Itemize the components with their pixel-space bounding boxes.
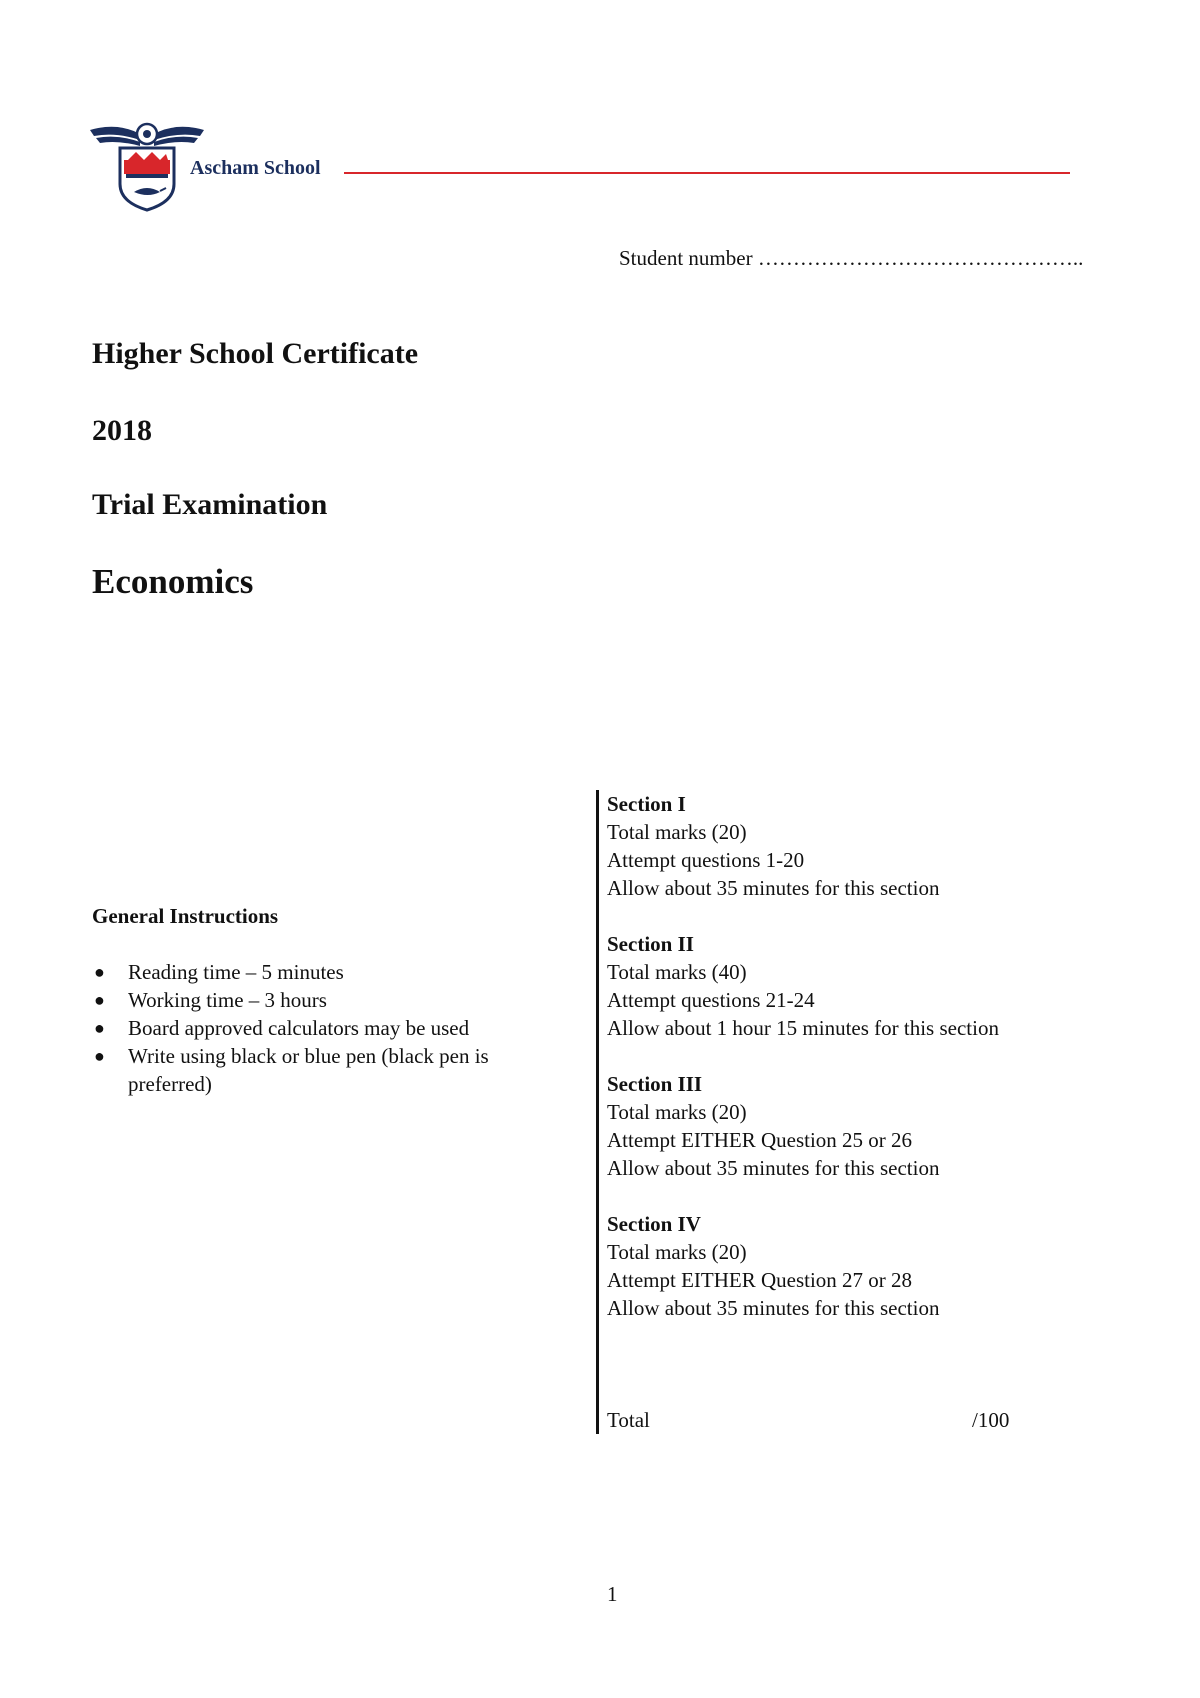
section-marks: Total marks (20) bbox=[607, 820, 747, 844]
section-attempt: Attempt questions 21-24 bbox=[607, 988, 815, 1012]
general-instructions-heading: General Instructions bbox=[92, 904, 279, 928]
school-name: Ascham School bbox=[190, 157, 321, 179]
section-title: Section II bbox=[607, 932, 694, 956]
general-instructions-list bbox=[92, 958, 562, 1098]
instruction-text: Working time – 3 hours bbox=[128, 988, 327, 1012]
list-item bbox=[92, 1014, 562, 1042]
section-attempt: Attempt EITHER Question 27 or 28 bbox=[607, 1268, 913, 1292]
student-number-field: Student number ……………………………………….. bbox=[619, 246, 1084, 270]
section-block bbox=[607, 930, 1087, 1042]
page-number: 1 bbox=[607, 1582, 618, 1606]
bullet-icon: ● bbox=[94, 1018, 105, 1038]
section-marks: Total marks (20) bbox=[607, 1100, 747, 1124]
section-attempt: Attempt EITHER Question 25 or 26 bbox=[607, 1128, 913, 1152]
section-block bbox=[607, 1070, 1087, 1182]
sections-panel bbox=[607, 790, 1087, 1350]
exam-title: Trial Examination bbox=[92, 488, 328, 521]
bullet-icon: ● bbox=[94, 1046, 105, 1066]
list-item bbox=[92, 1042, 562, 1098]
section-block bbox=[607, 790, 1087, 902]
list-item bbox=[92, 958, 562, 986]
section-marks: Total marks (40) bbox=[607, 960, 747, 984]
section-title: Section IV bbox=[607, 1212, 701, 1236]
instruction-text: Board approved calculators may be used bbox=[128, 1016, 470, 1040]
section-time: Allow about 35 minutes for this section bbox=[607, 876, 940, 900]
bullet-icon: ● bbox=[94, 990, 105, 1010]
section-time: Allow about 35 minutes for this section bbox=[607, 1156, 940, 1180]
subject-title: Economics bbox=[92, 562, 254, 601]
header-rule bbox=[344, 172, 1070, 174]
total-value: /100 bbox=[972, 1408, 1010, 1432]
sections-divider bbox=[596, 790, 599, 1434]
school-crest-icon bbox=[88, 120, 206, 212]
total-label: Total bbox=[607, 1408, 650, 1432]
instruction-text: Write using black or blue pen (black pen is preferred) bbox=[128, 1044, 489, 1096]
instruction-text: Reading time – 5 minutes bbox=[128, 960, 344, 984]
section-time: Allow about 1 hour 15 minutes for this section bbox=[607, 1016, 999, 1040]
bullet-icon: ● bbox=[94, 962, 105, 982]
certificate-title: Higher School Certificate bbox=[92, 337, 419, 370]
section-marks: Total marks (20) bbox=[607, 1240, 747, 1264]
section-title: Section I bbox=[607, 792, 686, 816]
list-item bbox=[92, 986, 562, 1014]
exam-year: 2018 bbox=[92, 414, 152, 447]
section-time: Allow about 35 minutes for this section bbox=[607, 1296, 940, 1320]
section-attempt: Attempt questions 1-20 bbox=[607, 848, 805, 872]
section-title: Section III bbox=[607, 1072, 703, 1096]
section-block bbox=[607, 1210, 1087, 1322]
